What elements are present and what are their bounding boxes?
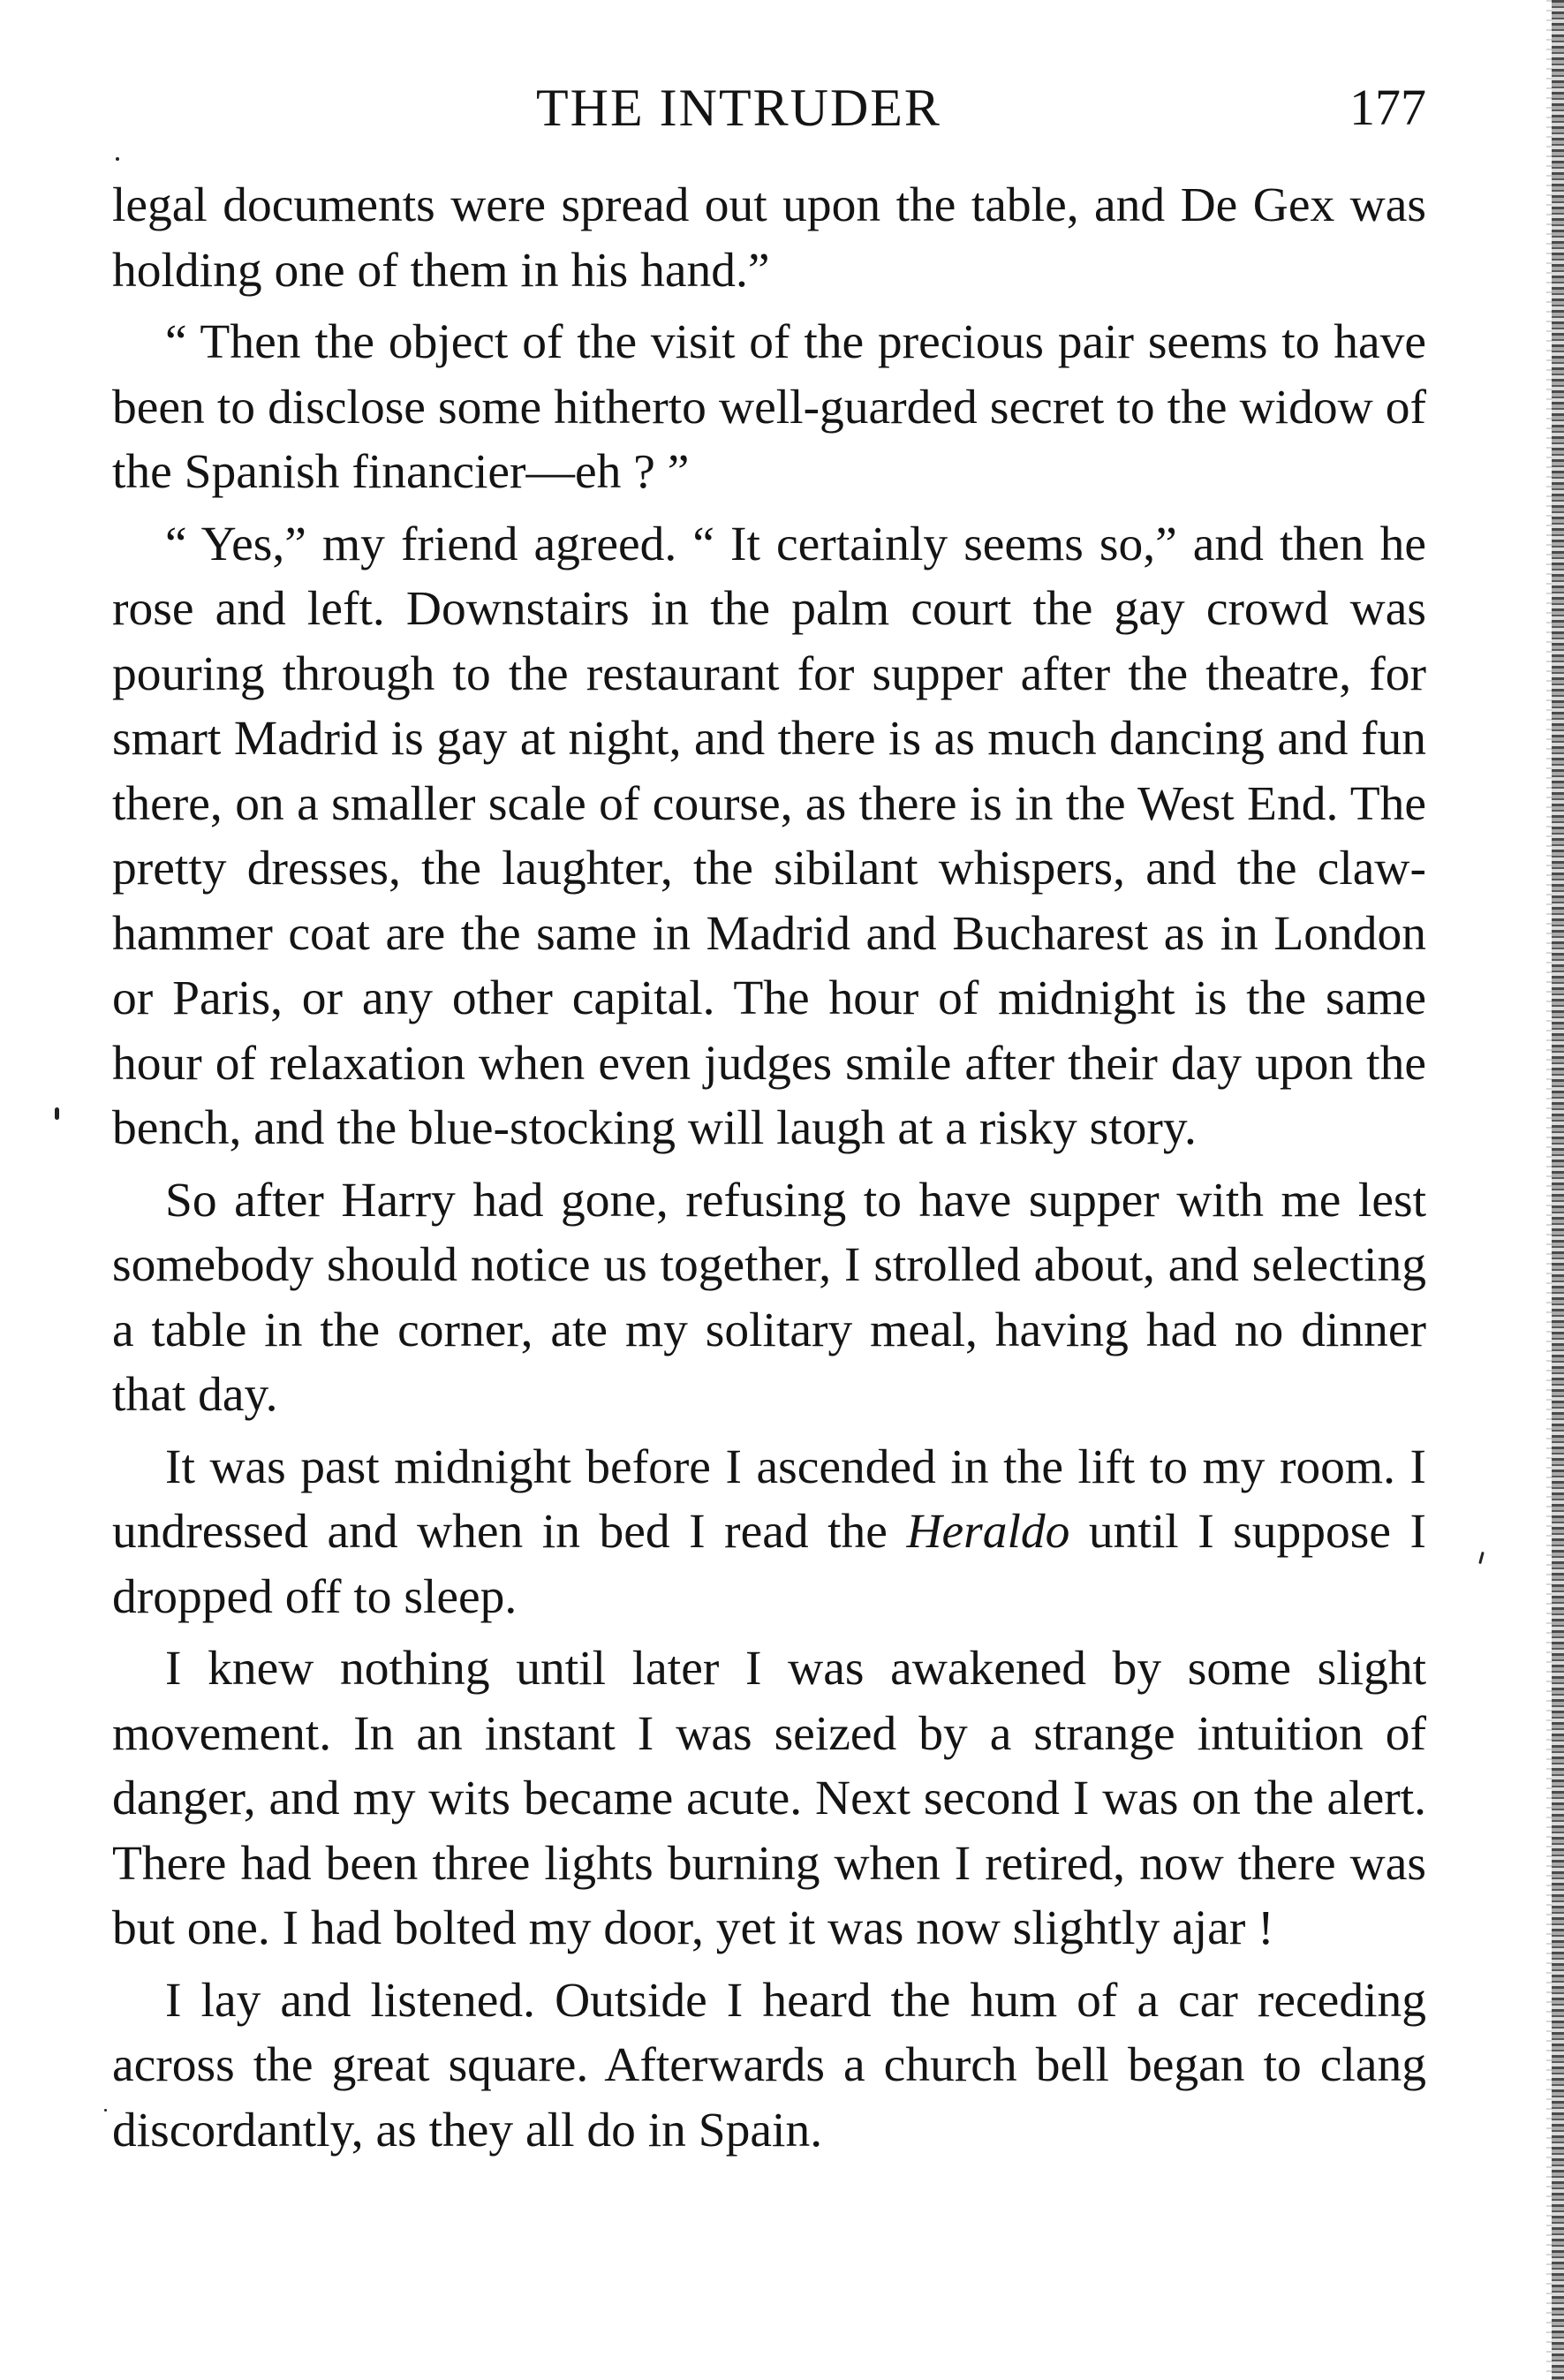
running-title: THE INTRUDER <box>536 79 941 137</box>
newspaper-title: Heraldo <box>906 1505 1070 1559</box>
margin-speck <box>104 2109 107 2112</box>
paragraph-2: “ Then the object of the visit of the precious pair seems to have been to disclose some hitherto well-guarded secret to the widow of the Spanish financier—eh ? ” <box>112 315 1426 499</box>
paragraph-4: So after Harry had gone, refusing to have supper with me lest somebody should notice us together, I strolled about, and selecting a table in the corner, ate my solitary meal, having had no dinner that day. <box>112 1173 1426 1422</box>
page-header <box>112 78 1426 140</box>
body-text <box>112 173 1426 2170</box>
paragraph-3: “ Yes,” my friend agreed. “ It certainly seems so,” and then he rose and left. Downstairs in the palm court the gay crowd was pouring through to the restaurant for supper after the theatre, for smart Madrid is gay at night, and there is as much dancing and fun there, on a smaller scale of course, as there is in the West End. The pretty dresses, the laughter, the sibilant whispers, and the claw-hammer coat are the same in Madrid and Bucharest as in London or Paris, or any other capital. The hour of midnight is the same hour of relaxation when even judges smile after their day upon the bench, and the blue-stocking will laugh at a risky story. <box>112 517 1426 1155</box>
paragraph-6: I knew nothing until later I was awakened by some slight movement. In an instant I was seized by a strange intuition of danger, and my wits became acute. Next second I was on the alert. There had been three lights burning when I retired, now there was but one. I had bolted my door, yet it was now slightly ajar ! <box>112 1642 1426 1955</box>
margin-speck <box>55 1107 59 1120</box>
paragraph-5-after: until I suppose I dropped off to sleep. <box>112 1505 1426 1624</box>
scan-edge <box>1552 0 1564 2380</box>
margin-speck <box>1478 1552 1485 1564</box>
paragraph-5-before: It was past midnight before I ascended in the lift to my room. I undressed and when in bed I read the <box>112 1439 1426 1559</box>
page-number: 177 <box>1349 79 1426 136</box>
paragraph-5 <box>112 1435 1426 1630</box>
margin-speck <box>116 157 119 161</box>
paragraph-7: I lay and listened. Outside I heard the hum of a car receding across the great square. Afterwards a church bell began to clang discordantly, as they all do in Spain. <box>112 1973 1426 2157</box>
paragraph-1: legal documents were spread out upon the table, and De Gex was holding one of them in his hand.” <box>112 178 1426 298</box>
